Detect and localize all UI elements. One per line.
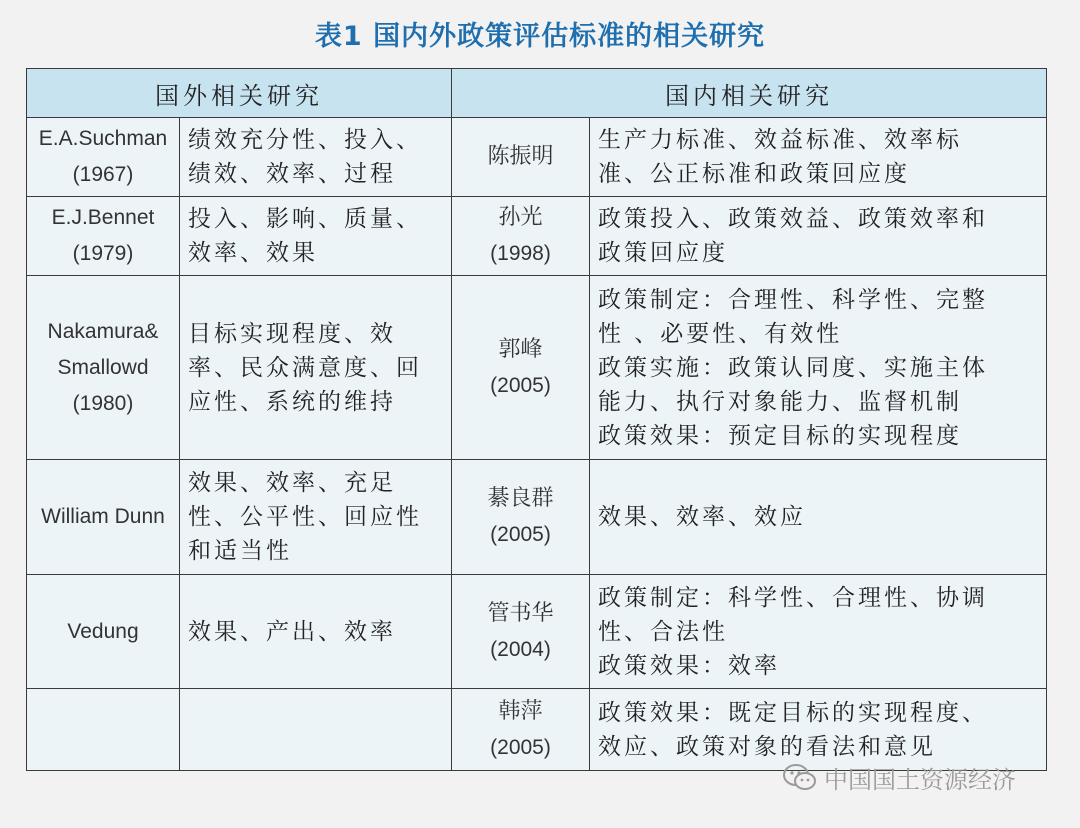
domestic-criteria-line: 性 、必要性、有效性 [598, 320, 843, 347]
domestic-author-line: 陈振明 [487, 144, 554, 169]
foreign-author [27, 575, 180, 689]
domestic-criteria [590, 276, 1047, 460]
domestic-author-line: 韩萍 [498, 698, 543, 724]
wechat-icon [782, 763, 818, 793]
foreign-criteria [180, 575, 452, 689]
domestic-criteria-line: 政策制定：合理性、科学性、完整 [598, 286, 988, 313]
foreign-author-line: Nakamura& [47, 319, 159, 343]
foreign-criteria-line: 应性、系统的维持 [188, 388, 396, 415]
domestic-criteria [590, 689, 1047, 771]
domestic-author-line: 郭峰 [498, 336, 543, 362]
foreign-author-line: William Dunn [41, 505, 165, 528]
domestic-author-line: (1998) [490, 242, 551, 265]
domestic-criteria-line: 性、合法性 [598, 618, 728, 645]
foreign-author [27, 460, 180, 575]
domestic-criteria-line: 政策效果：效率 [598, 652, 780, 679]
domestic-author [452, 118, 590, 197]
foreign-criteria-line: 性、公平性、回应性 [188, 504, 422, 530]
foreign-author-line: (1979) [72, 242, 134, 265]
foreign-author-line: (1967) [72, 163, 134, 186]
foreign-criteria-line: 效果、产出、效率 [188, 618, 396, 645]
domestic-author-line: (2005) [490, 373, 551, 397]
domestic-author-line: (2005) [490, 735, 551, 759]
research-table [26, 68, 1047, 771]
foreign-criteria-line: 率、民众满意度、回 [188, 354, 422, 381]
foreign-criteria [180, 118, 452, 197]
foreign-author-line: E.J.Bennet [51, 206, 155, 229]
domestic-criteria-line: 效应、政策对象的看法和意见 [598, 733, 936, 760]
table-row [27, 689, 1047, 771]
foreign-author-line: Vedung [67, 619, 139, 643]
foreign-author-line: (1980) [72, 391, 134, 415]
domestic-author-line: (2004) [490, 637, 551, 661]
table-row [27, 276, 1047, 460]
table-row [27, 197, 1047, 276]
table-title: 表1 国内外政策评估标准的相关研究 [314, 21, 766, 52]
watermark [782, 760, 1016, 795]
foreign-criteria-line: 和适当性 [188, 538, 292, 564]
foreign-criteria [180, 689, 452, 771]
domestic-criteria-line: 政策投入、政策效益、政策效率和 [598, 206, 988, 232]
foreign-criteria [180, 460, 452, 575]
domestic-criteria-line: 政策效果：既定目标的实现程度、 [598, 699, 988, 726]
domestic-criteria-line: 政策回应度 [598, 240, 728, 266]
header-foreign: 国外相关研究 [27, 69, 452, 118]
domestic-author [452, 460, 590, 575]
table-row [27, 460, 1047, 575]
domestic-criteria [590, 197, 1047, 276]
foreign-author-line: E.A.Suchman [38, 127, 168, 150]
domestic-criteria-line: 政策制定：科学性、合理性、协调 [598, 584, 988, 611]
foreign-author [27, 689, 180, 771]
domestic-author-line: 綦良群 [487, 486, 554, 511]
domestic-author-line: 管书华 [487, 600, 554, 626]
foreign-criteria [180, 276, 452, 460]
domestic-criteria [590, 460, 1047, 575]
domestic-author [452, 276, 590, 460]
foreign-author [27, 118, 180, 197]
foreign-criteria-line: 投入、影响、质量、 [188, 206, 422, 232]
domestic-author [452, 689, 590, 771]
table-row [27, 575, 1047, 689]
domestic-author-line: (2005) [490, 523, 551, 546]
domestic-criteria-line: 能力、执行对象能力、监督机制 [598, 388, 962, 415]
domestic-criteria-line: 政策效果：预定目标的实现程度 [598, 422, 962, 449]
domestic-criteria-line: 准、公正标准和政策回应度 [598, 161, 910, 187]
header-domestic: 国内相关研究 [452, 69, 1047, 118]
table-row [27, 118, 1047, 197]
domestic-criteria [590, 118, 1047, 197]
watermark-text: 中国国土资源经济 [824, 766, 1016, 794]
foreign-criteria-line: 绩效充分性、投入、 [188, 127, 422, 153]
domestic-criteria-line: 生产力标准、效益标准、效率标 [598, 127, 962, 153]
foreign-author-line: Smallowd [57, 355, 149, 379]
domestic-author-line: 孙光 [498, 205, 543, 230]
domestic-criteria-line: 效果、效率、效应 [598, 504, 806, 530]
domestic-criteria-line: 政策实施：政策认同度、实施主体 [598, 354, 988, 381]
domestic-author [452, 197, 590, 276]
foreign-author [27, 197, 180, 276]
foreign-author [27, 276, 180, 460]
foreign-criteria-line: 效果、效率、充足 [188, 470, 396, 496]
foreign-criteria-line: 效率、效果 [188, 240, 318, 266]
foreign-criteria-line: 绩效、效率、过程 [188, 161, 396, 187]
domestic-author [452, 575, 590, 689]
foreign-criteria-line: 目标实现程度、效 [188, 320, 396, 347]
header-row [27, 69, 1047, 118]
foreign-criteria [180, 197, 452, 276]
domestic-criteria [590, 575, 1047, 689]
